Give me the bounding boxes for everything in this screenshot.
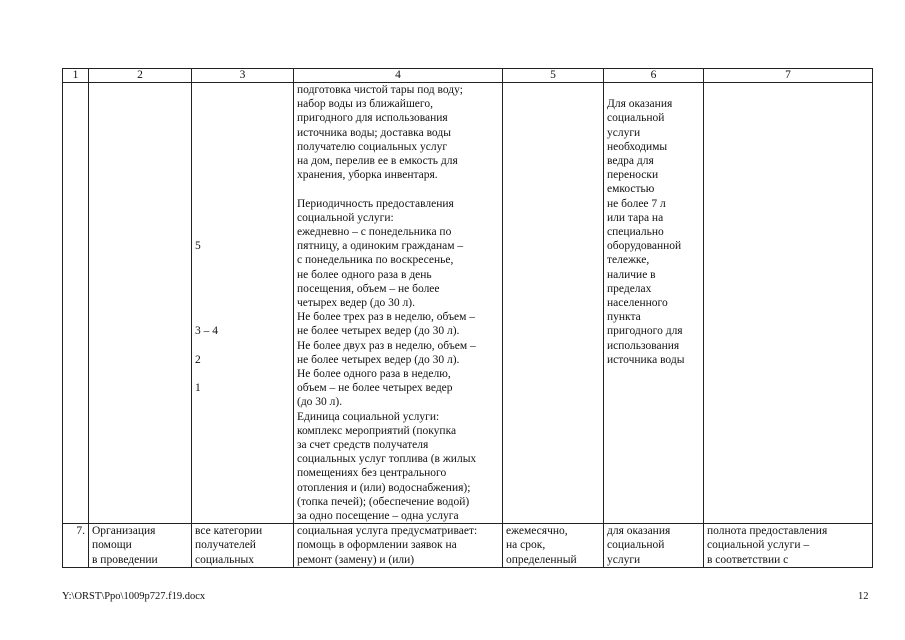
text-line: источника воды; доставка воды (297, 126, 451, 139)
text-line: (до 30 л). (297, 396, 343, 409)
text-line: социальной (607, 112, 665, 125)
text-line: все категории (195, 525, 263, 538)
text-line: услуги (607, 553, 641, 566)
text-line: полнота предоставления (707, 525, 828, 538)
text-line (195, 367, 290, 381)
recipients-cell (192, 83, 294, 524)
text-line: необходимы (607, 140, 668, 153)
text-line: населенного (607, 297, 668, 310)
text-line: емкостью (607, 183, 655, 196)
text-line (195, 225, 290, 239)
text-line: пригодного для (607, 325, 683, 338)
text-line (195, 296, 290, 310)
column-header-6: 6 (604, 69, 704, 83)
file-path: Y:\ORST\Ppo\1009p727.f19.docx (62, 591, 206, 602)
text-line: социальной услуги – (707, 539, 810, 552)
services-table (62, 68, 873, 568)
text-line: 1 (195, 382, 201, 395)
description-cell (294, 83, 503, 524)
text-line: определенный (506, 553, 577, 566)
text-line: для оказания (607, 525, 671, 538)
text-line: посещения, объем – не более (297, 282, 440, 295)
indicators-cell (704, 524, 873, 568)
text-line: или тара на (607, 211, 664, 224)
text-line: ежемесячно, (506, 525, 568, 538)
column-header-3: 3 (192, 69, 294, 83)
text-line: ведра для (607, 155, 654, 167)
text-line: ремонт (замену) и (или) (297, 553, 415, 566)
text-line (195, 126, 290, 140)
text-line: на дом, перелив ее в емкость для (297, 155, 458, 168)
recipients-cell (192, 524, 294, 568)
table-row (63, 524, 873, 568)
text-line: пятницу, а одиноким гражданам – (297, 240, 464, 253)
text-line: ежедневно – с понедельника по (297, 226, 452, 239)
text-line: использования (607, 339, 680, 352)
text-line: четырех ведер (до 30 л). (297, 297, 415, 310)
text-line (195, 282, 290, 296)
text-line: наличие в (607, 268, 656, 281)
row-number-cell (63, 83, 89, 524)
text-line: хранения, уборка инвентаря. (297, 169, 438, 182)
text-line: Организация (92, 525, 156, 538)
text-line: (топка печей); (обеспечение водой) (297, 495, 470, 508)
text-line: специально (607, 226, 664, 239)
column-header-7: 7 (704, 69, 873, 83)
text-line (195, 339, 290, 353)
text-line: получателю социальных услуг (297, 140, 448, 153)
table-row (63, 83, 873, 524)
text-line: Не более двух раз в неделю, объем – (297, 339, 476, 352)
text-line: Не более трех раз в неделю, объем – (297, 311, 476, 324)
text-line (195, 168, 290, 182)
text-line: Для оказания (607, 98, 673, 111)
text-line: помощи (92, 539, 132, 552)
text-line: за счет средств получателя (297, 439, 429, 452)
column-header-4: 4 (294, 69, 503, 83)
text-line: комплекс мероприятий (покупка (297, 424, 457, 437)
text-line: подготовка чистой тары под воду; (297, 84, 463, 96)
text-line: за одно посещение – одна услуга (297, 510, 459, 523)
text-line: пригодного для использования (297, 112, 448, 125)
text-line: помощь в оформлении заявок на (297, 539, 457, 552)
text-line: помещениях без центрального (297, 467, 447, 480)
text-line: не более одного раза в день (297, 268, 432, 281)
text-line (195, 182, 290, 196)
service-name-cell (89, 524, 192, 568)
text-line: 5 (195, 240, 201, 253)
text-line (195, 154, 290, 168)
text-line: источника воды (607, 353, 685, 366)
text-line: социальной (607, 539, 665, 552)
text-line: социальных услуг топлива (в жилых (297, 453, 477, 466)
text-line (195, 310, 290, 324)
column-header-2: 2 (89, 69, 192, 83)
text-line (195, 111, 290, 125)
indicators-cell (704, 83, 873, 524)
text-line: 3 – 4 (195, 325, 218, 338)
conditions-cell (604, 524, 704, 568)
text-line: Периодичность предоставления (297, 197, 454, 210)
text-line: услуги (607, 126, 641, 139)
text-line: отопления и (или) водоснабжения); (297, 481, 471, 494)
text-line: с понедельника по воскресенье, (297, 254, 454, 267)
text-line (195, 83, 290, 97)
text-line: переноски (607, 169, 659, 182)
text-line: социальная услуга предусматривает: (297, 525, 478, 538)
text-line: социальной услуги: (297, 211, 394, 224)
description-cell (294, 524, 503, 568)
text-line: не более 7 л (607, 197, 666, 210)
text-line (195, 140, 290, 154)
description-text (297, 83, 499, 182)
service-name-cell (89, 83, 192, 524)
text-line: не более четырех ведер (до 30 л). (297, 353, 460, 366)
text-line (195, 197, 290, 211)
text-line: Единица социальной услуги: (297, 410, 440, 423)
text-line: оборудованной (607, 240, 682, 253)
terms-cell (503, 83, 604, 524)
periodicity-text (297, 197, 499, 524)
text-line: объем – не более четырех ведер (297, 382, 453, 395)
text-line: пределах (607, 282, 652, 295)
text-line: получателей (195, 539, 256, 552)
text-line (195, 253, 290, 267)
text-line: на срок, (506, 539, 546, 552)
header-row (63, 69, 873, 83)
text-line (195, 97, 290, 111)
conditions-cell (604, 83, 704, 524)
text-line: в соответствии с (707, 553, 789, 566)
text-line (195, 211, 290, 225)
text-line: 2 (195, 353, 201, 366)
page-number: 12 (858, 591, 869, 602)
text-line (195, 268, 290, 282)
text-line: в проведении (92, 553, 158, 566)
text-line: тележке, (607, 254, 650, 267)
text-line: не более четырех ведер (до 30 л). (297, 325, 460, 338)
row-number-cell: 7. (63, 524, 89, 568)
text-line: социальных (195, 553, 254, 566)
column-header-1: 1 (63, 69, 89, 83)
terms-cell (503, 524, 604, 568)
text-line: Не более одного раза в неделю, (297, 368, 451, 381)
column-header-5: 5 (503, 69, 604, 83)
text-line: набор воды из ближайшего, (297, 98, 433, 111)
text-line: пункта (607, 311, 641, 324)
